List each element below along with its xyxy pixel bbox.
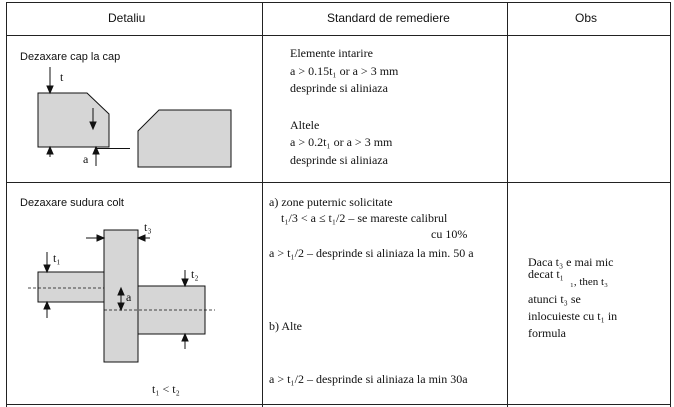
group1-action: desprinde si aliniaza xyxy=(290,81,388,95)
obs-line4: inlocuieste cu t₁ in xyxy=(528,309,618,323)
header-standard: Standard de remediere xyxy=(327,11,450,25)
left-plate-t1 xyxy=(38,272,104,302)
obs-line5: formula xyxy=(528,326,566,340)
row2-label-t3: t₃ xyxy=(144,220,152,234)
row2-label-t2: t₂ xyxy=(191,267,199,281)
b-title: b) Alte xyxy=(269,319,302,333)
obs-line3: atunci t₃ se xyxy=(528,292,581,306)
a-line2: cu 10% xyxy=(431,227,468,241)
row1-label-a: a xyxy=(83,152,89,166)
row1-detail-title: Dezaxare cap la cap xyxy=(20,51,121,63)
obs-line2b: ₁, then t₃ xyxy=(570,276,608,288)
b-line1: a > t₁/2 – desprinde si aliniaza la min 30a xyxy=(269,372,468,386)
obs-line2: decat t₁ xyxy=(528,267,564,281)
obs-line1: Daca t₃ e mai mic xyxy=(528,255,614,269)
a-title: a) zone puternic solicitate xyxy=(269,195,393,209)
row1-label-t: t xyxy=(60,70,64,84)
row2-caption: t₁ < t₂ xyxy=(152,382,180,396)
group2-condition: a > 0.2t₁ or a > 3 mm xyxy=(290,135,393,149)
group1-title: Elemente intarire xyxy=(290,46,373,60)
group2-action: desprinde si aliniaza xyxy=(290,153,388,167)
group2-title: Altele xyxy=(290,118,320,132)
header-obs: Obs xyxy=(575,11,598,25)
header-detail: Detaliu xyxy=(108,11,146,25)
row2-label-a: a xyxy=(126,290,132,304)
row2-label-t1: t₁ xyxy=(53,251,61,265)
row2-detail-title: Dezaxare sudura colt xyxy=(20,197,124,209)
group1-condition: a > 0.15t₁ or a > 3 mm xyxy=(290,64,399,78)
a-line1: t₁/3 < a ≤ t₁/2 – se mareste calibrul xyxy=(281,211,448,225)
a-line3: a > t₁/2 – desprinde si aliniaza la min. 50 a xyxy=(269,246,474,260)
